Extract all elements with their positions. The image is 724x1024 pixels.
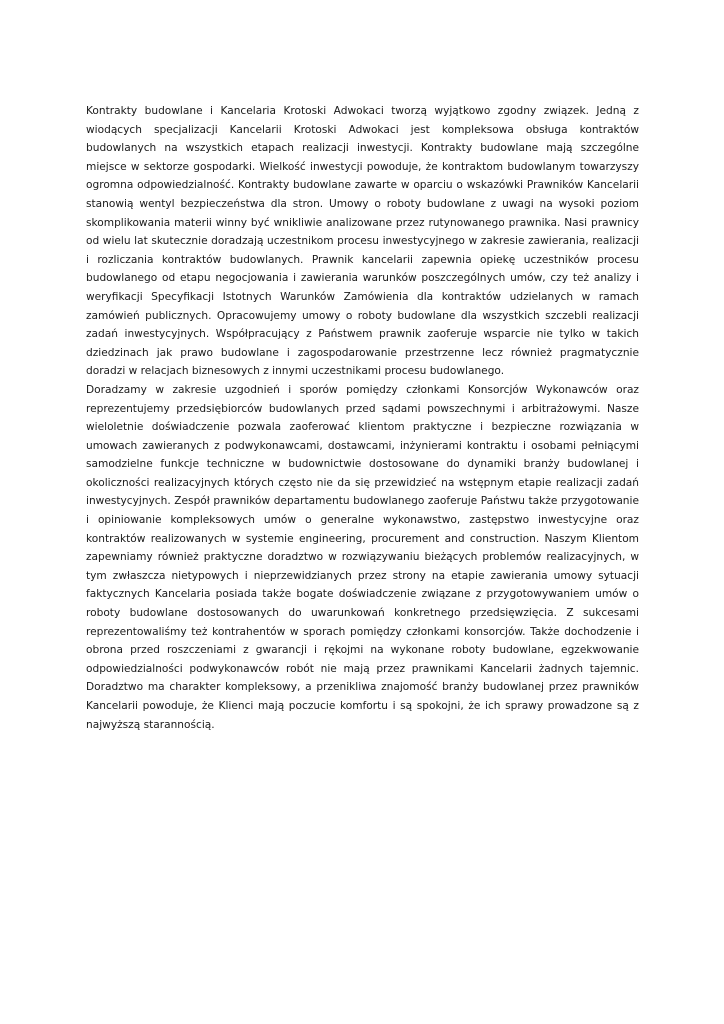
paragraph-construction-contracts: Kontrakty budowlane i Kancelaria Krotoski Adwokaci tworzą wyjątkowo zgodny związek. Jedną z wiodących specjalizacji Kancelarii Krotoski Adwokaci jest kompleksowa obsługa kontraktów budowlanych na wszystkich etapach realizacji inwestycji. Kontrakty budowlane mają szczególne miejsce w sektorze gospodarki. Wielkość inwestycji powoduje, że kontraktom budowlanym towarzyszy ogromna odpowiedzialność. Kontrakty budowlane zawarte w oparciu o wskazówki Prawników Kancelarii stanowią wentyl bezpieczeństwa dla stron. Umowy o roboty budowlane z uwagi na wysoki poziom skomplikowania materii winny być wnikliwie analizowane przez rutynowanego prawnika. Nasi prawnicy od wielu lat skutecznie doradzają uczestnikom procesu inwestycyjnego w zakresie zawierania, realizacji i rozliczania kontraktów budowlanych. Prawnik kancelarii zapewnia opiekę uczestników procesu budowlanego od etapu negocjowania i zawierania warunków poszczególnych umów, czy też analizy i weryfikacji Specyfikacji Istotnych Warunków Zamówienia dla kontraktów udzielanych w ramach zamówień publicznych. Opracowujemy umowy o roboty budowlane dla wszystkich szczebli realizacji zadań inwestycyjnych. Współpracujący z Państwem prawnik zaoferuje wsparcie nie tylko w takich dziedzinach jak prawo budowlane i zagospodarowanie przestrzenne lecz również pragmatycznie doradzi w relacjach biznesowych z innymi uczestnikami procesu budowlanego. <box>86 105 639 378</box>
paragraph-consortium-disputes: Doradzamy w zakresie uzgodnień i sporów pomiędzy członkami Konsorcjów Wykonawców oraz reprezentujemy przedsiębiorców budowlanych przed sądami powszechnymi i arbitrażowymi. Nasze wieloletnie doświadczenie pozwala zaoferować klientom praktyczne i bezpieczne rozwiązania w umowach zawieranych z podwykonawcami, dostawcami, inżynierami kontraktu i osobami pełniącymi samodzielne funkcje techniczne w budownictwie dostosowane do dynamiki branży budowlanej i okoliczności realizacyjnych których często nie da się przewidzieć na wstępnym etapie realizacji zadań inwestycyjnych. Zespół prawników departamentu budowlanego zaoferuje Państwu także przygotowanie i opiniowanie kompleksowych umów o generalne wykonawstwo, zastępstwo inwestycyjne oraz kontraktów realizowanych w systemie engineering, procurement and construction. Naszym Klientom zapewniamy również praktyczne doradztwo w rozwiązywaniu bieżących problemów realizacyjnych, w tym zwłaszcza nietypowych i nieprzewidzianych przez strony na etapie zawierania umowy sytuacji faktycznych Kancelaria posiada także bogate doświadczenie związane z przygotowywaniem umów o roboty budowlane dostosowanych do uwarunkowań konkretnego przedsięwzięcia. Z sukcesami reprezentowaliśmy też kontrahentów w sporach pomiędzy członkami konsorcjów. Także dochodzenie i obrona przed roszczeniami z gwarancji i rękojmi na wykonane roboty budowlane, egzekwowanie odpowiedzialności podwykonawców robót nie mają przez prawnikami Kancelarii żadnych tajemnic. Doradztwo ma charakter kompleksowy, a przenikliwa znajomość branży budowlanej przez prawników Kancelarii powoduje, że Klienci mają poczucie komfortu i są spokojni, że ich sprawy prowadzone są z najwyższą starannością. <box>86 383 639 731</box>
document-body <box>86 102 639 734</box>
